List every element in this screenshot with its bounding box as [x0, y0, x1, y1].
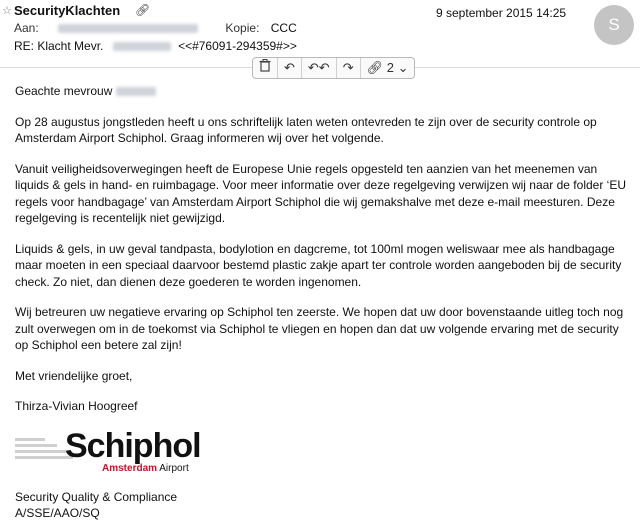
to-label: Aan: [14, 21, 39, 35]
email-body [15, 83, 633, 429]
message-toolbar [252, 57, 415, 79]
paragraph-1: Op 28 augustus jongstleden heeft u ons schriftelijk laten weten ontevreden te zijn over de security controle op Amsterdam Airport Schiphol. Graag informeren wij over het volgende. [15, 114, 597, 145]
signature-department: Security Quality & Compliance [15, 490, 178, 504]
signer-name: Thirza-Vivian Hoogreef [15, 399, 138, 413]
subject-ref: <<#76091-294359#>> [178, 39, 297, 53]
email-header [0, 0, 640, 62]
logo-subtitle: Amsterdam Airport [102, 463, 189, 474]
signature-code: A/SSE/AAO/SQ [15, 506, 100, 520]
subject-redacted [113, 42, 171, 51]
sender-name[interactable]: SecurityKlachten [14, 3, 121, 18]
avatar: S [594, 5, 634, 45]
paragraph-2: Vanuit veiligheidsoverwegingen heeft de Europese Unie regels opgesteld ten aanzien van het meenemen van liquids & gels in hand- en ruimbagage. Voor meer informatie over deze regelgeving verwijzen wij naar de folder ‘EU regels voor handbagage’ van Amsterdam Airport Schiphol die wij gemakshalve met deze e-mail meesturen. Deze regelgeving is recentelijk niet gewijzigd. [15, 161, 626, 225]
trash-icon[interactable] [253, 58, 278, 78]
schiphol-logo [15, 425, 235, 477]
to-redacted [58, 24, 198, 33]
star-icon[interactable]: ☆ [2, 5, 12, 17]
to-line [14, 21, 297, 35]
signature-block [15, 489, 177, 521]
greeting: Geachte mevrouw [15, 84, 113, 98]
closing: Met vriendelijke groet, [15, 368, 133, 383]
greeting-line [15, 83, 633, 100]
paperclip-icon: 🔗︎ [135, 3, 151, 17]
paragraph-3: Liquids & gels, in uw geval tandpasta, bodylotion en dagcreme, tot 100ml mogen weliswaar mee als handbagage maar moeten in een speciaal daarvoor bestemd plastic zakje apart ter controle worden aangeboden bij de security check. Zo niet, dan dienen deze goederen te worden ingenomen. [15, 241, 622, 289]
paragraph-4: Wij betreuren uw negatieve ervaring op Schiphol ten zeerste. We hopen dat uw door bovenstaande uitleg toch nog zult overwegen om in de toekomst via Schiphol te vliegen en hopen dan dat uw volgende ervaring met de security op Schiphol een betere zal zijn! [15, 305, 624, 352]
forward-icon[interactable]: ↷ [337, 58, 361, 78]
greeting-redacted [116, 87, 156, 96]
email-date: 9 september 2015 14:25 [436, 6, 567, 20]
logo-wordmark: Schiphol [65, 427, 201, 465]
attachment-count: 2 [386, 60, 394, 75]
subject-line [14, 39, 297, 53]
cc-label: Kopie: [225, 21, 260, 35]
reply-icon[interactable]: ↶ [278, 58, 302, 78]
subject-prefix: RE: Klacht Mevr. [14, 39, 104, 53]
attachments-button[interactable]: 🔗︎ 2 ⌄ [366, 60, 409, 75]
reply-all-icon[interactable]: ↶↶ [302, 58, 337, 78]
cc-value[interactable]: CCC [270, 21, 297, 35]
